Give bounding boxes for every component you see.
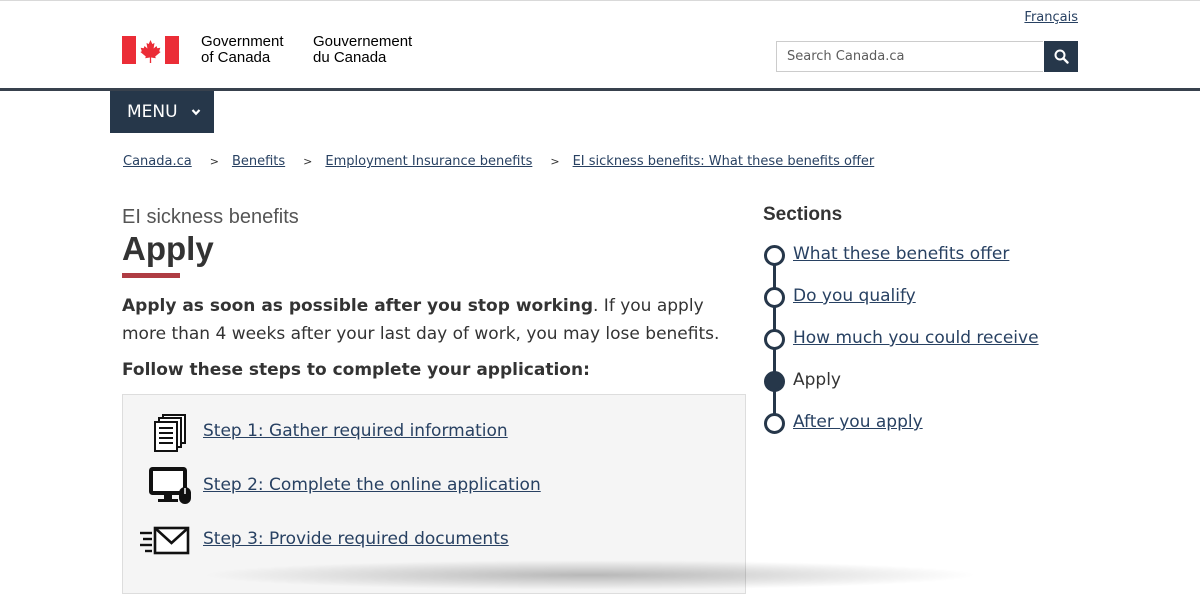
chevron-down-icon [190,106,202,118]
sections-heading: Sections [763,204,843,225]
breadcrumb-separator: > [550,155,560,168]
section-link-what-offer[interactable]: What these benefits offer [793,244,1010,264]
step-2-link[interactable]: Step 2: Complete the online application [203,475,541,495]
canada-flag-icon[interactable] [122,36,179,64]
intro-rest: . If you apply more than 4 weeks after your last day of work, you may lose benefits. [122,296,720,344]
breadcrumb-link-sickness-offer[interactable]: EI sickness benefits: What these benefits offer [572,154,875,169]
timeline-dot-current-icon [764,371,785,392]
language-toggle-link[interactable]: Français [1024,10,1078,25]
envelope-icon [139,525,191,557]
signature-fr-line1: Gouvernement [313,33,413,50]
timeline-dot-icon [764,245,785,266]
breadcrumb-link-canada[interactable]: Canada.ca [123,154,192,169]
menu-button[interactable] [110,91,214,133]
timeline-dot-icon [764,287,785,308]
steps-heading: Follow these steps to complete your application: [122,360,590,380]
step-3-link[interactable]: Step 3: Provide required documents [203,529,509,549]
documents-icon [151,413,191,453]
search-input[interactable]: Search Canada.ca [776,41,1043,72]
breadcrumb-separator: > [303,155,313,168]
page-title: Apply [122,230,214,267]
breadcrumb-separator: > [209,155,219,168]
breadcrumb-link-benefits[interactable]: Benefits [231,154,286,169]
sections-timeline [763,240,1063,440]
timeline-dot-icon [764,413,785,434]
section-link-how-much[interactable]: How much you could receive [793,328,1039,348]
section-current-apply: Apply [793,370,841,390]
breadcrumb [123,154,874,169]
intro-bold: Apply as soon as possible after you stop working [122,296,593,316]
section-link-qualify[interactable]: Do you qualify [793,286,916,306]
computer-icon [149,467,193,507]
search-button[interactable] [1044,41,1078,72]
section-link-after-apply[interactable]: After you apply [793,412,923,432]
search-icon [1054,49,1069,64]
signature-fr-line2: du Canada [313,49,387,66]
site-search [776,41,1078,72]
government-of-canada-wordmark-fr[interactable] [313,34,412,66]
page-fade-shadow [200,560,980,590]
step-1-link[interactable]: Step 1: Gather required information [203,421,508,441]
menu-label: MENU [127,102,178,122]
top-border [0,0,1200,1]
title-underline-accent [122,273,180,278]
page-kicker: EI sickness benefits [122,206,299,228]
breadcrumb-link-ei-benefits[interactable]: Employment Insurance benefits [325,154,533,169]
intro-paragraph [122,292,742,348]
government-of-canada-wordmark-en[interactable] [201,34,284,66]
timeline-dot-icon [764,329,785,350]
signature-en-line2: of Canada [201,49,271,66]
signature-en-line1: Government [201,33,284,50]
